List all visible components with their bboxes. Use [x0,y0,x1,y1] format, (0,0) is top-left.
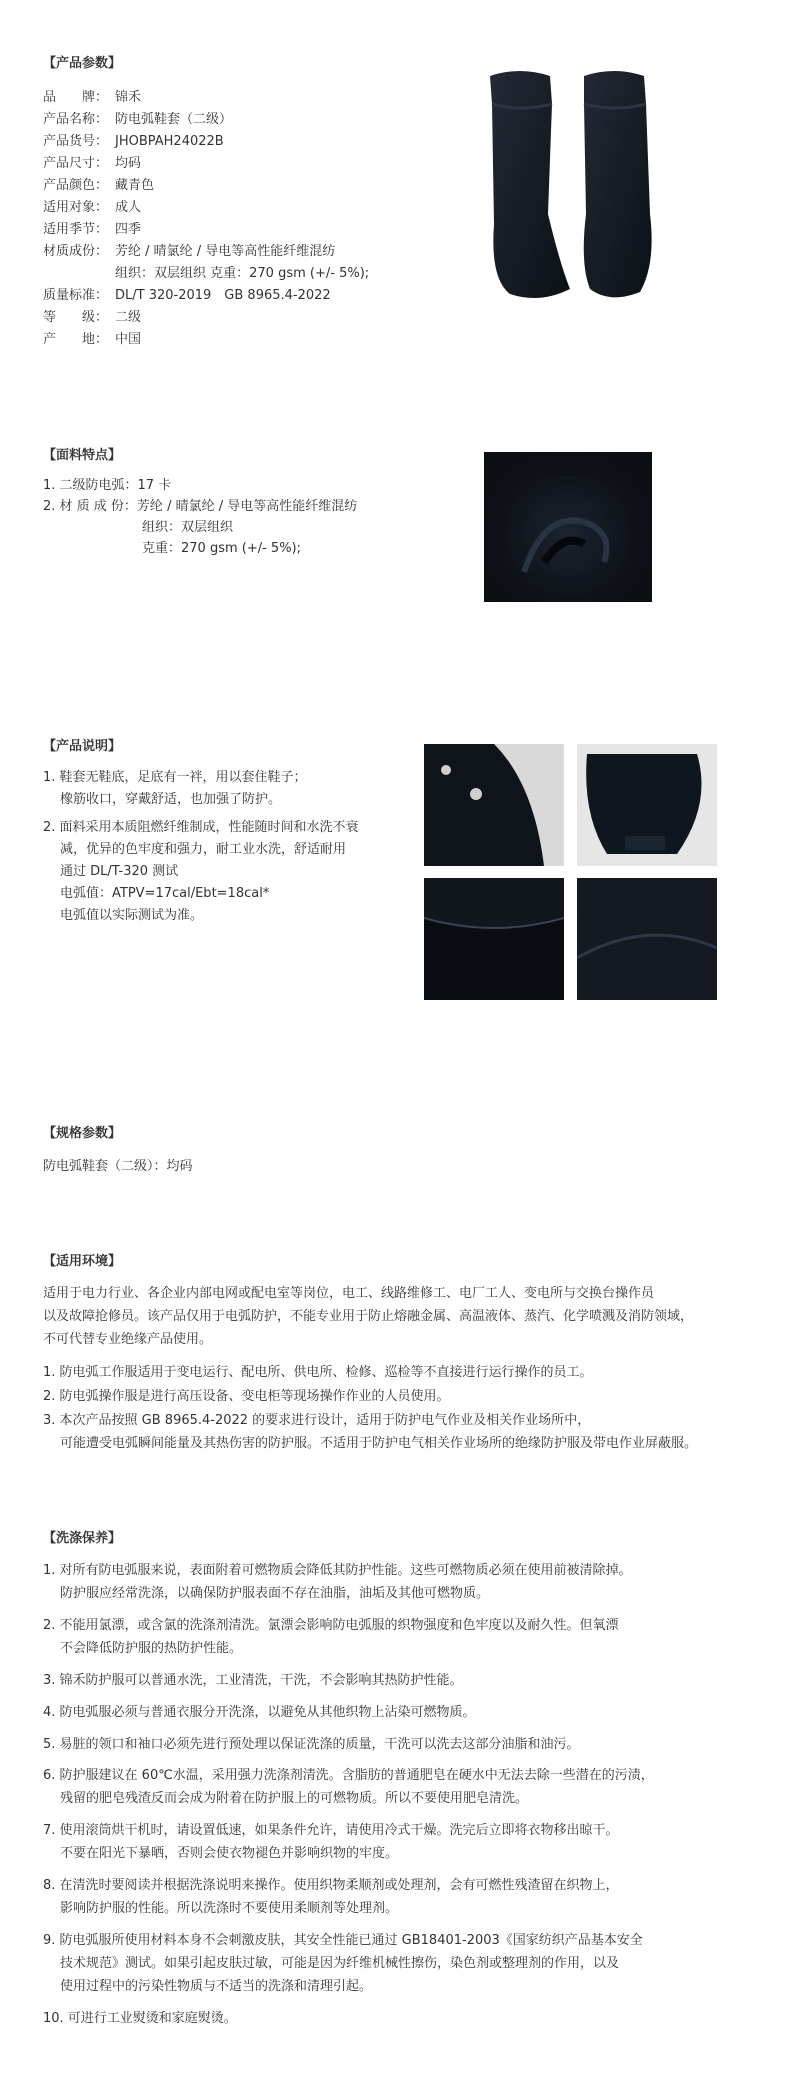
params-value: 中国 [115,332,142,347]
care-line: 7. 使用滚筒烘干机时，请设置低速，如果条件允许，请使用冷式干燥。洗完后立即将衣物移出晾干。 [43,1823,619,1838]
params-key: 产品颜色： [43,178,109,193]
env-line-6: 3. 本次产品按照 GB 8965.4-2022 的要求进行设计，适用于防护电气作业及相关作业场所中， [43,1413,591,1428]
care-line: 4. 防电弧服必须与普通衣服分开洗涤，以避免从其他织物上沾染可燃物质。 [43,1705,476,1720]
env-line-3: 不可代替专业绝缘产品使用。 [43,1332,213,1347]
params-value: JHOBPAH24022B [115,134,224,149]
params-key: 产品尺寸： [43,156,109,171]
care-line: 影响防护服的性能。所以洗涤时不要使用柔顺剂等处理剂。 [60,1901,399,1916]
care-line: 不会降低防护服的热防护性能。 [60,1641,243,1656]
desc-line-4: 减，优异的色牢度和强力，耐工业水洗，舒适耐用 [60,842,347,857]
params-row [43,240,335,259]
params-row [43,306,141,325]
spec-heading: 【规格参数】 [43,1126,122,1141]
care-line: 9. 防电弧服所使用材料本身不会刺激皮肤，其安全性能已通过 GB18401-2003《国家纺织产品基本安全 [43,1933,643,1948]
params-value: 组织：双层组织 克重：270 gsm (+/- 5%); [115,266,370,281]
desc-line-7: 电弧值以实际测试为准。 [60,908,204,923]
fabric-closeup-photo [484,452,652,602]
params-key: 品 牌： [43,90,109,105]
params-value: 防电弧鞋套（二级） [115,112,233,127]
params-key: 产 地： [43,332,109,347]
params-value: 锦禾 [115,90,142,105]
detail-photo-seam [577,878,717,1000]
care-line: 1. 对所有防电弧服来说，表面附着可燃物质会降低其防护性能。这些可燃物质必须在使用前被清除掉。 [43,1563,632,1578]
desc-line-5: 通过 DL/T-320 测试 [60,864,179,879]
params-row [43,328,141,347]
product-photo-shoe-covers [480,64,666,314]
care-line: 不要在阳光下暴晒，否则会使衣物褪色并影响织物的牢度。 [60,1846,399,1861]
env-line-1: 适用于电力行业、各企业内部电网或配电室等岗位，电工、线路维修工、电厂工人、变电所与交换台操作员 [43,1286,655,1301]
care-line: 技术规范》测试。如果引起皮肤过敏，可能是因为纤维机械性擦伤，染色剂或整理剂的作用，以及 [60,1956,620,1971]
params-value: 藏青色 [115,178,155,193]
params-value: 芳纶 / 晴氯纶 / 导电等高性能纤维混纺 [115,244,336,259]
params-value: 成人 [115,200,142,215]
detail-photo-fabric-fold [424,878,564,1000]
care-line: 6. 防护服建议在 60℃水温，采用强力洗涤剂清洗。含脂肪的普通肥皂在硬水中无法去除一些潜在的污渍， [43,1768,654,1783]
desc-heading: 【产品说明】 [43,739,122,754]
env-line-4: 1. 防电弧工作服适用于变电运行、配电所、供电所、检修、巡检等不直接进行运行操作的员工。 [43,1365,593,1380]
fabric-line-1: 1. 二级防电弧：17 卡 [43,478,172,493]
detail-photo-elastic-opening [424,744,564,866]
params-row [43,262,369,281]
params-key: 等 级： [43,310,109,325]
params-row [43,86,141,105]
env-line-7: 可能遭受电弧瞬间能量及其热伤害的防护服。不适用于防护电气相关作业场所的绝缘防护服及带电作业屏蔽服。 [60,1436,698,1451]
care-line: 5. 易脏的领口和袖口必须先进行预处理以保证洗涤的质量，干洗可以洗去这部分油脂和油污。 [43,1737,580,1752]
params-key: 材质成份： [43,244,109,259]
params-value: 四季 [115,222,142,237]
fabric-line-4: 克重：270 gsm (+/- 5%); [142,541,302,556]
params-row [43,108,232,127]
care-heading: 【洗涤保养】 [43,1531,122,1546]
care-line: 8. 在清洗时要阅读并根据洗涤说明来操作。使用织物柔顺剂或处理剂，会有可燃性残渣留在织物上， [43,1878,619,1893]
params-row [43,218,141,237]
params-row [43,196,141,215]
care-line: 使用过程中的污染性物质与不适当的洗涤和清理引起。 [60,1979,373,1994]
desc-line-3: 2. 面料采用本质阻燃纤维制成，性能随时间和水洗不衰 [43,820,359,835]
env-heading: 【适用环境】 [43,1254,122,1269]
params-row [43,174,154,193]
params-row [43,284,331,303]
spec-text: 防电弧鞋套（二级）：均码 [43,1159,193,1174]
params-heading: 【产品参数】 [43,56,122,71]
care-line: 残留的肥皂残渣反而会成为附着在防护服上的可燃物质。所以不要使用肥皂清洗。 [60,1791,529,1806]
params-key: 质量标准： [43,288,109,303]
desc-line-6: 电弧值：ATPV=17cal/Ebt=18cal* [60,886,270,901]
fabric-line-3: 组织：双层组织 [142,520,234,535]
params-value: 均码 [115,156,142,171]
fabric-line-2: 2. 材 质 成 份：芳纶 / 晴氯纶 / 导电等高性能纤维混纺 [43,499,358,514]
env-line-5: 2. 防电弧操作服是进行高压设备、变电柜等现场操作作业的人员使用。 [43,1389,450,1404]
care-line: 2. 不能用氯漂，或含氯的洗涤剂清洗。氯漂会影响防电弧服的织物强度和色牢度以及耐久性。但氧漂 [43,1618,619,1633]
params-value: DL/T 320-2019 GB 8965.4-2022 [115,288,331,303]
params-value: 二级 [115,310,142,325]
params-key: 产品货号： [43,134,109,149]
detail-photo-sole-strap [577,744,717,866]
desc-line-1: 1. 鞋套无鞋底，足底有一袢，用以套住鞋子； [43,770,307,785]
care-line: 3. 锦禾防护服可以普通水洗，工业清洗，干洗，不会影响其热防护性能。 [43,1673,463,1688]
care-line: 防护服应经常洗涤，以确保防护服表面不存在油脂，油垢及其他可燃物质。 [60,1586,490,1601]
params-key: 适用季节： [43,222,109,237]
env-line-2: 以及故障抢修员。该产品仅用于电弧防护，不能专业用于防止熔融金属、高温液体、蒸汽、化学喷溅及消防领域， [43,1309,694,1324]
desc-line-2: 橡筋收口，穿戴舒适，也加强了防护。 [60,792,282,807]
care-line: 10. 可进行工业熨烫和家庭熨烫。 [43,2011,237,2026]
params-key: 适用对象： [43,200,109,215]
params-row [43,130,224,149]
params-row [43,152,141,171]
fabric-heading: 【面料特点】 [43,448,122,463]
params-key: 产品名称： [43,112,109,127]
